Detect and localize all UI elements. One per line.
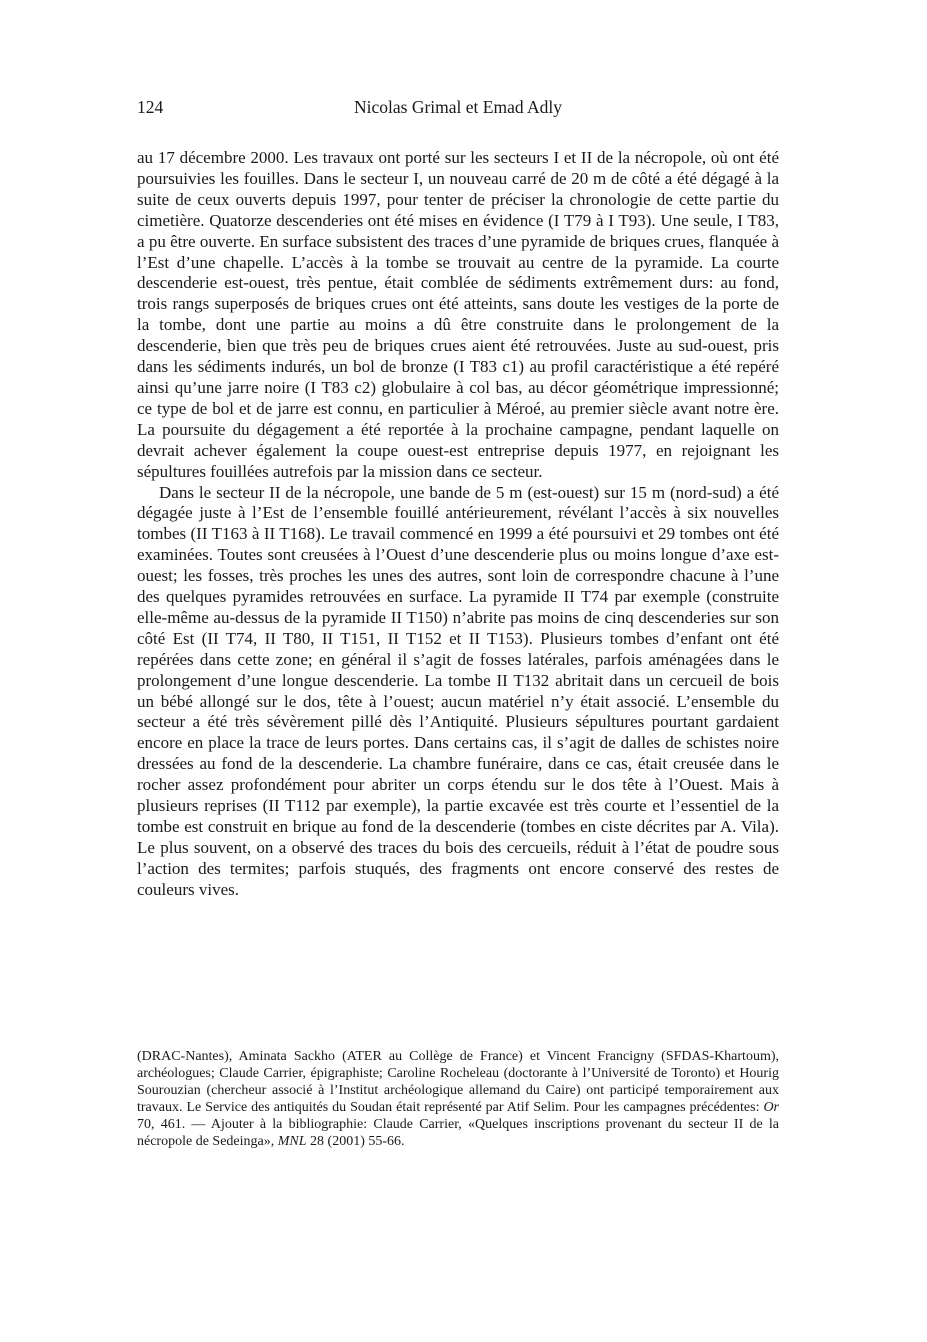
footnote-text-1: (DRAC-Nantes), Aminata Sackho (ATER au Collège de France) et Vincent Francigny (SFDAS-Khartoum), archéologues; Claude Carrier, épigraphiste; Caroline Rocheleau (doctorante à l’Université de Toronto) et Hourig Sourouzian (chercheur associé à l’Institut archéologique allemand du Caire) ont participé temporairement aux travaux. Le Service des antiquités du Soudan était représenté par Atif Selim. Pour les campagnes précédentes:	[137, 1049, 779, 1115]
footnote-text-3: 28 (2001) 55-66.	[306, 1133, 405, 1149]
paragraph-1: au 17 décembre 2000. Les travaux ont porté sur les secteurs I et II de la nécropole, où ont été poursuivies les fouilles. Dans le secteur I, un nouveau carré de 20 m de côté a été dégagé à la suite de ceux ouverts depuis 1997, pour tenter de préciser la chronologie de cette partie du cimetière. Quatorze descenderies ont été mises en évidence (I T79 à I T93). Une seule, I T83, a pu être ouverte. En surface subsistent des traces d’une pyramide de briques crues, flanquée à l’Est d’une chapelle. L’accès à la tombe se trouvait au centre de la pyramide. La courte descenderie est-ouest, très pentue, était comblée de sédiments extrêmement durs: au fond, trois rangs superposés de briques crues ont été atteints, sans doute les vestiges de la porte de la tombe, dont une partie au moins a dû être construite dans le prolongement de la descenderie, bien que très peu de briques crues aient été retrouvées. Juste au sud-ouest, pris dans les sédiments indurés, un bol de bronze (I T83 c1) au profil caractéristique a été repéré ainsi qu’une jarre noire (I T83 c2) globulaire à col bas, au décor géométrique impressionné; ce type de bol et de jarre est connu, en particulier à Méroé, au premier siècle avant notre ère. La poursuite du dégagement a été reportée à la prochaine campagne, pendant laquelle on devrait achever également la coupe ouest-est entreprise depuis 1977, en rejoignant les sépultures fouillées autrefois par la mission dans ce secteur.	[137, 148, 779, 481]
page-number: 124	[137, 97, 164, 117]
running-head: Nicolas Grimal et Emad Adly	[353, 97, 562, 117]
journal-mnl: MNL	[277, 1133, 307, 1149]
paragraph-2: Dans le secteur II de la nécropole, une bande de 5 m (est-ouest) sur 15 m (nord-sud) a été dégagée juste à l’Est de l’ensemble fouillé antérieurement, révélant l’accès à six nouvelles tombes (II T163 à II T168). Le travail commencé en 1999 a été poursuivi et 29 tombes ont été examinées. Toutes sont creusées à l’Ouest d’une descenderie plus ou moins longue d’axe est-ouest; les fosses, très proches les unes des autres, sont loin de correspondre chacune à l’une des quelques pyramides retrouvées en surface. La pyramide II T74 par exemple (construite elle-même au-dessus de la pyramide II T150) n’abrite pas moins de cinq descenderies sur son côté Est (II T74, II T80, II T151, II T152 et II T153). Plusieurs tombes d’enfant ont été repérées dans cette zone; en général il s’agit de fosses latérales, parfois aménagées dans le prolongement d’une longue descenderie. La tombe II T132 abritait dans un cercueil de bois un bébé allongé sur le dos, tête à l’ouest; aucun matériel n’y était associé. L’ensemble du secteur a été très sévèrement pillé dès l’Antiquité. Plusieurs sépultures pourtant gardaient encore en place la trace de leurs portes. Dans certains cas, il s’agit de dalles de schistes noire dressées au fond de la descenderie. La chambre funéraire, dans ce cas, était creusée dans le rocher assez profondément pour abriter un corps étendu sur le dos tête à l’Ouest. Mais à plusieurs reprises (II T112 par exemple), la partie excavée est très courte et l’essentiel de la tombe est construit en brique au fond de la descenderie (tombes en ciste décrites par A. Vila). Le plus souvent, on a observé des traces du bois des cercueils, réduit à l’état de poudre sous l’action des termites; parfois stuqués, des fragments ont encore conservé des restes de couleurs vives.	[137, 482, 779, 899]
footnote-paragraph	[137, 1049, 779, 1150]
body-text	[137, 148, 779, 901]
footnote-text-2: 70, 461. — Ajouter à la bibliographie: Claude Carrier, «Quelques inscriptions provenant du secteur II de la nécropole de Sedeinga»,	[137, 1116, 779, 1149]
page-header	[137, 97, 779, 123]
footnote	[137, 1049, 779, 1150]
journal-or: Or	[763, 1099, 779, 1115]
